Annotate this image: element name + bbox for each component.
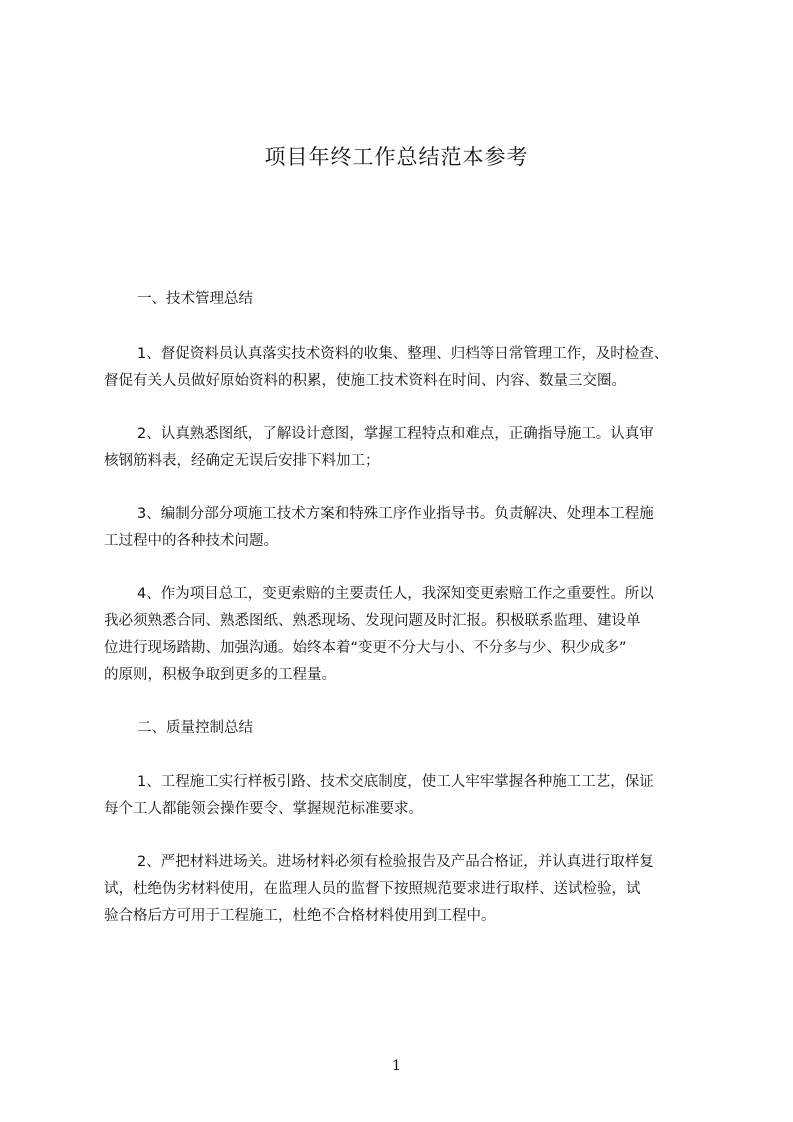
page-number: 1 — [392, 1058, 401, 1074]
paragraph-line: 位进行现场踏勘、加强沟通。始终本着“变更不分大与小、不分多与少、积少成多” — [104, 640, 627, 656]
paragraph-line: 1、督促资料员认真落实技术资料的收集、整理、归档等日常管理工作，及时检查、 — [137, 346, 669, 362]
paragraph-line: 3、编制分部分项施工技术方案和特殊工序作业指导书。负责解决、处理本工程施 — [137, 506, 654, 522]
paragraph-line: 2、认真熟悉图纸，了解设计意图，掌握工程特点和难点，正确指导施工。认真审 — [137, 426, 654, 442]
paragraph-line: 试，杜绝伪劣材料使用，在监理人员的监督下按照规范要求进行取样、送试检验，试 — [104, 881, 641, 897]
paragraph-line: 4、作为项目总工，变更索赔的主要责任人，我深知变更索赔工作之重要性。所以 — [137, 586, 654, 602]
paragraph-line: 2、严把材料进场关。进场材料必须有检验报告及产品合格证，并认真进行取样复 — [137, 854, 654, 870]
document-title: 项目年终工作总结范本参考 — [264, 145, 529, 169]
section-heading-quality: 二、质量控制总结 — [137, 720, 253, 736]
paragraph-line: 督促有关人员做好原始资料的积累，使施工技术资料在时间、内容、数量三交圈。 — [104, 373, 626, 389]
paragraph-line: 1、工程施工实行样板引路、技术交底制度，使工人牢牢掌握各种施工工艺，保证 — [137, 774, 654, 790]
paragraph-line: 每个工人都能领会操作要令、掌握规范标准要求。 — [104, 801, 423, 817]
paragraph-line: 的原则，积极争取到更多的工程量。 — [104, 667, 336, 683]
section-heading-tech: 一、技术管理总结 — [137, 291, 253, 307]
paragraph-line: 验合格后方可用于工程施工，杜绝不合格材料使用到工程中。 — [104, 908, 496, 924]
paragraph-line: 核钢筋料表，经确定无误后安排下料加工； — [104, 453, 380, 469]
paragraph-line: 工过程中的各种技术问题。 — [104, 533, 278, 549]
paragraph-line: 我必须熟悉合同、熟悉图纸、熟悉现场、发现问题及时汇报。积极联系监理、建设单 — [104, 613, 641, 629]
